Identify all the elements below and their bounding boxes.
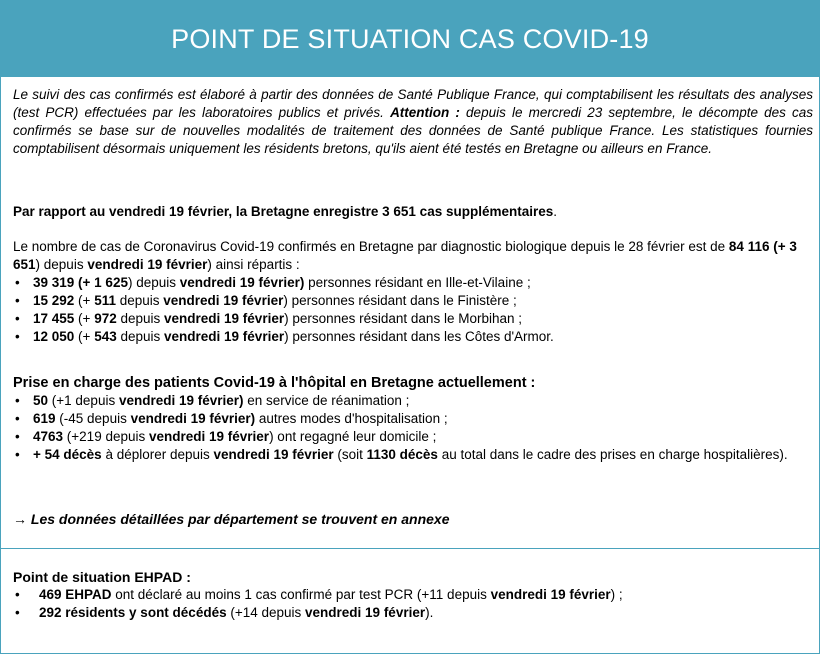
ehpad-block [13,568,813,622]
deaths-number: + 54 décès [33,447,102,462]
cases-list [13,274,813,346]
deaths-mid: (soit [333,447,367,462]
cases-intro: Le nombre de cas de Coronavirus Covid-19 confirmés en Bretagne par diagnostic biologique depuis le 28 février est de 84 116 (+ 3 651) depuis vendredi 19 février) ainsi répartis : [13,239,797,272]
item-rest: personnes résidant en Ille-et-Vilaine ; [304,275,531,290]
item-increase: 511 [94,293,116,308]
list-item [13,586,813,604]
item-number: 17 455 [33,311,75,326]
summary-text: Par rapport au vendredi 19 février, la Bretagne enregistre 3 651 cas supplémentaires [13,204,554,219]
item-depuis: depuis [132,275,180,290]
list-item [13,392,813,410]
item-rest: ) personnes résidant dans le Morbihan ; [284,311,522,326]
item-depuis: depuis [116,311,165,326]
ehpad-list [13,586,813,622]
list-item [13,328,813,346]
item-date: vendredi 19 février [164,311,285,326]
cases-intro-text: Le nombre de cas de Coronavirus Covid-19 confirmés en Bretagne par diagnostic biologique depuis le 28 février est de [13,239,729,254]
annex-text: Les données détaillées par département se trouvent en annexe [27,511,450,527]
item-number: 4763 [33,429,64,444]
item-number: 50 [33,393,49,408]
page-title: POINT DE SITUATION CAS COVID-19 [171,24,649,54]
item-rest: ) personnes résidant dans le Finistère ; [283,293,517,308]
summary-paragraph [13,203,813,221]
item-rest: ). [425,605,434,620]
item-increase: 972 [94,311,117,326]
item-date: vendredi 19 février [148,429,270,444]
section-divider [1,548,819,549]
item-rest: ) ; [610,587,623,602]
intro-text-1: Le suivi des cas confirmés est élaboré à partir des données de Santé Publique France, qui comptabilisent les résultats des analyses (test PCR) effectuées par les laboratoires publics et privés. [13,87,813,120]
item-pre: (+1 depuis [48,393,119,408]
item-pre: (+14 depuis [226,605,306,620]
item-depuis: depuis [116,329,165,344]
item-number: 469 EHPAD [39,587,112,602]
list-item [13,310,813,328]
item-rest: autres modes d'hospitalisation ; [255,411,448,426]
cases-depuis: depuis [40,257,88,272]
item-pre: (-45 depuis [55,411,131,426]
hospital-block [13,374,813,464]
deaths-rest: au total dans le cadre des prises en charge hospitalières). [437,447,788,462]
annex-line [13,510,813,528]
item-rest: en service de réanimation ; [243,393,410,408]
item-increase: 543 [94,329,117,344]
item-rest: ) personnes résidant dans les Côtes d'Armor. [284,329,554,344]
deaths-date: vendredi 19 février [213,447,334,462]
arrow-icon: → [13,511,27,527]
list-item [13,292,813,310]
item-mid: (+ [74,311,95,326]
item-date: vendredi 19 février [164,329,285,344]
cases-date: vendredi 19 février [87,257,208,272]
item-date: vendredi 19 février [490,587,611,602]
item-number: 292 résidents y sont décédés [39,605,227,620]
cases-total: 84 116 (+ 3 651 [13,239,797,272]
deaths-total: 1130 décès [366,447,438,462]
cases-intro-end: ) ainsi répartis : [207,257,300,272]
title-banner [1,1,819,77]
list-item [13,428,813,446]
list-item [13,446,813,464]
item-date: vendredi 19 février) [179,275,305,290]
list-item [13,604,813,622]
item-pre: ont déclaré au moins 1 cas confirmé par test PCR (+11 depuis [111,587,491,602]
list-item [13,410,813,428]
item-pre: (+219 depuis [63,429,149,444]
deaths-pre: à déplorer depuis [101,447,214,462]
cases-block [13,238,813,346]
list-item: • 39 319 (+ 1 625) depuis vendredi 19 février) personnes résidant en Ille-et-Vilaine ; [13,274,813,292]
hospital-heading: Prise en charge des patients Covid-19 à l'hôpital en Bretagne actuellement : [13,375,536,391]
item-number: 15 292 [33,293,75,308]
intro-paragraph [13,86,813,158]
item-date: vendredi 19 février) [118,393,244,408]
item-number: 12 050 [33,329,75,344]
item-number: 39 319 (+ 1 625 [33,275,128,290]
hospital-list [13,392,813,464]
item-rest: ) ont regagné leur domicile ; [269,429,437,444]
item-date: vendredi 19 février [305,605,426,620]
attention-label: Attention : [390,105,460,120]
item-number: 619 [33,411,56,426]
item-mid: (+ [74,293,95,308]
item-mid: (+ [74,329,95,344]
item-depuis: depuis [115,293,164,308]
item-date: vendredi 19 février) [130,411,256,426]
ehpad-heading: Point de situation EHPAD : [13,569,191,585]
intro-text-2: depuis le mercredi 23 septembre, le décompte des cas confirmés se base sur de nouvelles modalités de traitement des données de Santé publique France. Les statistiques fournies comptabilisent désormais uniquement les résidents bretons, qu'ils aient été testés en Bretagne ou ailleurs en France. [13,105,813,156]
summary-end: . [553,204,558,219]
item-date: vendredi 19 février [163,293,284,308]
